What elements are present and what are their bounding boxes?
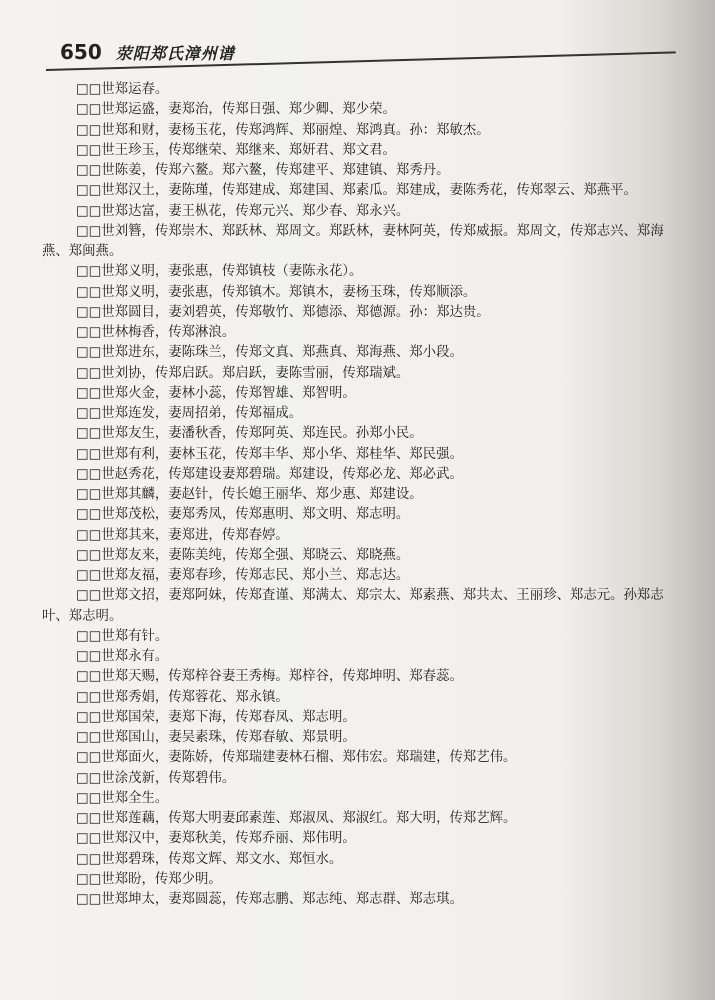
genealogy-entry: □□世郑碧珠，传郑文辉、郑文水、郑恒水。: [76, 851, 343, 867]
genealogy-entry: □□世涂茂新，传郑碧伟。: [76, 770, 236, 786]
genealogy-entry: □□世郑义明，妻张惠，传郑镇枝（妻陈永花）。: [76, 264, 363, 280]
genealogy-entry: □□世郑友福，妻郑春珍，传郑志民、郑小兰、郑志达。: [76, 568, 410, 583]
genealogy-entry: □□世郑圆目，妻刘碧英，传郑敬竹、郑德添、郑德源。孙：郑达贵。: [76, 304, 490, 320]
genealogy-entry: □□世王珍玉，传郑继荣、郑继来、郑妍君、郑文君。: [76, 142, 396, 158]
genealogy-entry: □□世郑有利，妻林玉花，传郑丰华、郑小华、郑桂华、郑民强。: [76, 446, 463, 462]
genealogy-entry: □□世郑有针。: [76, 628, 169, 644]
genealogy-entry: □□世郑运春。: [76, 82, 169, 97]
genealogy-entry: □□世郑火金，妻林小蕊，传郑智雄、郑智明。: [76, 385, 356, 401]
genealogy-entry: □□世郑面火，妻陈娇，传郑瑞建妻林石榴、郑伟宏。郑瑞建，传郑艺伟。: [76, 750, 517, 766]
genealogy-entry: □□世郑全生。: [76, 790, 169, 806]
genealogy-entry: □□世赵秀花，传郑建设妻郑碧瑞。郑建设，传郑必龙、郑必武。: [76, 466, 463, 482]
genealogy-entry: □□世郑永有。: [76, 649, 169, 664]
genealogy-entry: □□世郑友来，妻陈美纯，传郑全强、郑晓云、郑晓燕。: [76, 547, 410, 563]
genealogy-entry: □□世郑和财，妻杨玉花，传郑鸿辉、郑丽煌、郑鸿真。孙：郑敏杰。: [76, 122, 490, 138]
genealogy-entry: □□世刘簪，传郑崇木、郑跃林、郑周文。郑跃林，妻林阿英，传郑威振。郑周文，传郑志兴、郑海燕、郑闽燕。: [42, 223, 664, 259]
genealogy-entry: □□世郑茂松，妻郑秀凤，传郑惠明、郑文明、郑志明。: [76, 507, 410, 523]
genealogy-entry: □□世郑莲藕，传郑大明妻邱素莲、郑淑凤、郑淑红。郑大明，传郑艺辉。: [76, 811, 517, 826]
genealogy-entry: □□世郑运盛，妻郑治，传郑日强、郑少卿、郑少荣。: [76, 102, 396, 118]
book-title: 荥阳郑氏漳州谱: [115, 44, 235, 63]
genealogy-entry: □□世郑国山，妻吴素珠，传郑春敏、郑景明。: [76, 730, 356, 745]
page-header: [60, 40, 235, 66]
genealogy-entry: □□世郑其麟，妻赵针，传长媳王丽华、郑少惠、郑建设。: [76, 487, 423, 502]
genealogy-entry: □□世郑友生，妻潘秋香，传郑阿英、郑连民。孙郑小民。: [76, 426, 423, 442]
genealogy-entry: □□世郑秀娟，传郑蓉花、郑永镇。: [76, 689, 289, 705]
page-number: 650: [60, 40, 102, 64]
genealogy-entries: [42, 80, 682, 980]
genealogy-entry: □□世郑进东，妻陈珠兰，传郑文真、郑燕真、郑海燕、郑小段。: [76, 345, 463, 361]
genealogy-entry: □□世郑坤太，妻郑圆蕊，传郑志鹏、郑志纯、郑志群、郑志琪。: [76, 892, 463, 907]
genealogy-entry: □□世刘协，传郑启跃。郑启跃，妻陈雪丽，传郑瑞斌。: [76, 365, 410, 381]
genealogy-entry: □□世林梅香，传郑淋浪。: [76, 325, 236, 340]
genealogy-entry: □□世郑天赐，传郑梓谷妻王秀梅。郑梓谷，传郑坤明、郑春蕊。: [76, 669, 463, 685]
genealogy-entry: □□世郑文招，妻郑阿妹，传郑査谨、郑满太、郑宗太、郑素燕、郑共太、王丽珍、郑志元。孙郑志叶、郑志明。: [42, 588, 664, 624]
genealogy-entry: □□世郑义明，妻张惠，传郑镇木。郑镇木，妻杨玉珠，传郑顺添。: [76, 284, 477, 300]
genealogy-entry: □□世郑其来，妻郑进，传郑春婷。: [76, 527, 289, 543]
genealogy-entry: □□世郑达富，妻王枞花，传郑元兴、郑少春、郑永兴。: [76, 203, 410, 219]
genealogy-entry: □□世陈姜，传郑六鳌。郑六鳌，传郑建平、郑建镇、郑秀丹。: [76, 163, 450, 178]
genealogy-entry: □□世郑国荣，妻郑下海，传郑春凤、郑志明。: [76, 709, 356, 725]
genealogy-entry: □□世郑汉土，妻陈瑾，传郑建成、郑建国、郑素瓜。郑建成，妻陈秀花，传郑翠云、郑燕平。: [76, 183, 637, 199]
genealogy-entry: □□世郑连发，妻周招弟，传郑福成。: [76, 406, 303, 421]
genealogy-entry: □□世郑汉中，妻郑秋美，传郑乔丽、郑伟明。: [76, 831, 356, 847]
genealogy-entry: □□世郑盼，传郑少明。: [76, 871, 222, 887]
